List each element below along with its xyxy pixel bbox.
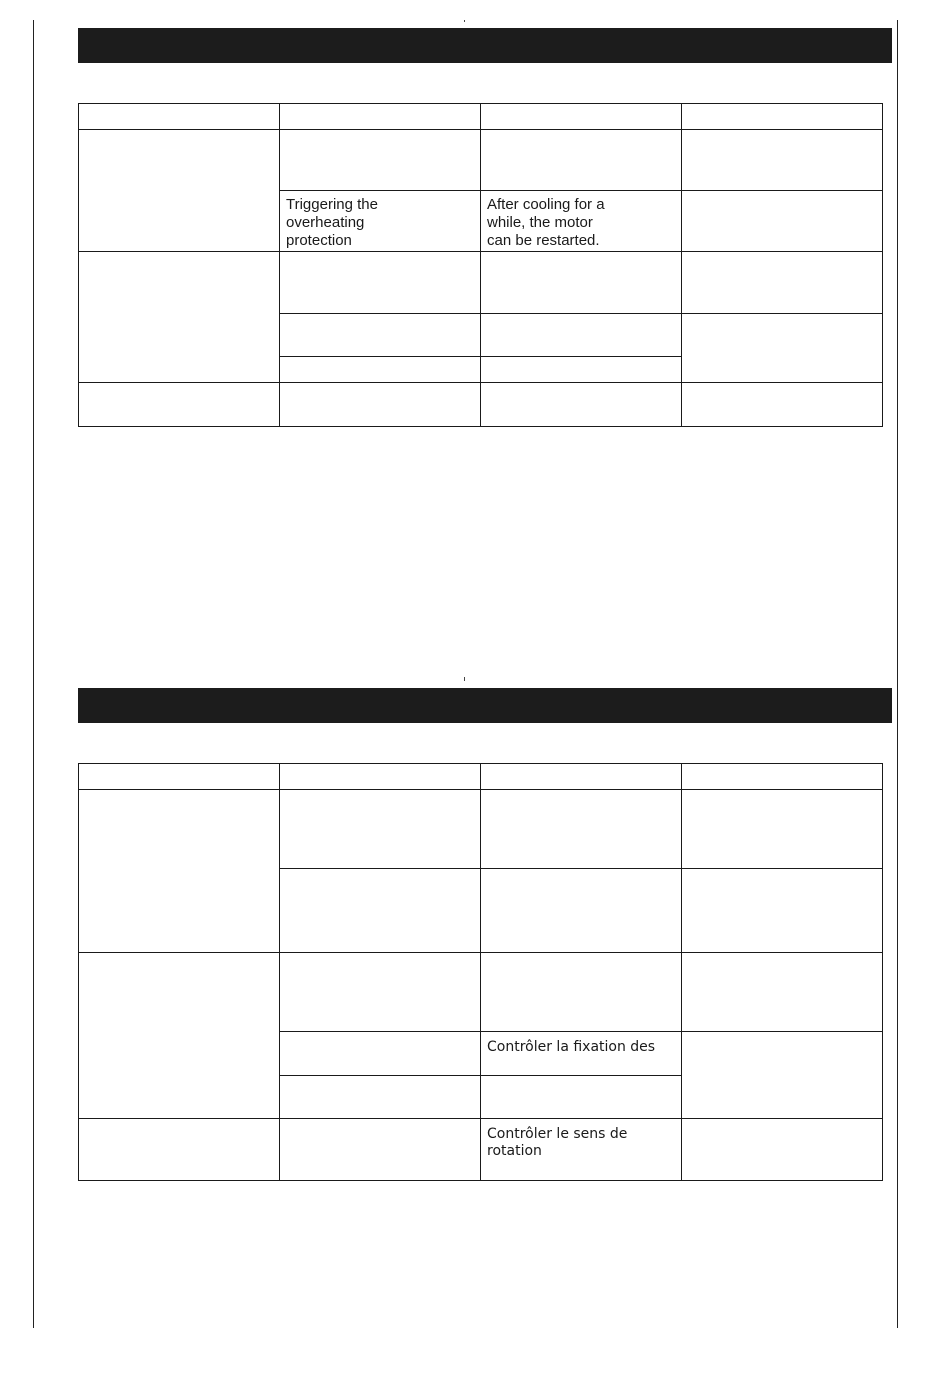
cause-text: Triggering the overheating protection (286, 196, 378, 249)
remedy-cell (481, 191, 682, 252)
table-header-row (79, 104, 883, 130)
cause-cell (280, 1076, 481, 1119)
crop-mark-middle (464, 677, 465, 681)
remedy-cell (481, 1119, 682, 1181)
table-row (79, 790, 883, 869)
note-cell (682, 1032, 883, 1119)
symptom-cell (79, 953, 280, 1119)
cause-cell (280, 1119, 481, 1181)
table-row (79, 383, 883, 427)
remedy-cell (481, 869, 682, 953)
cause-cell (280, 314, 481, 357)
note-cell (682, 383, 883, 427)
note-cell (682, 1119, 883, 1181)
cause-cell (280, 191, 481, 252)
remedy-cell (481, 314, 682, 357)
table-row (79, 130, 883, 191)
remedy-text: Contrôler le sens de rotation (487, 1126, 628, 1159)
cause-cell (280, 1032, 481, 1076)
table-header-row (79, 764, 883, 790)
right-margin-line (897, 20, 898, 1328)
section-header-bar-fr (78, 688, 892, 723)
troubleshooting-table-fr (78, 763, 883, 1181)
header-cell (682, 104, 883, 130)
header-cell (481, 764, 682, 790)
header-cell (79, 104, 280, 130)
remedy-cell (481, 383, 682, 427)
remedy-cell (481, 252, 682, 314)
header-cell (481, 104, 682, 130)
cause-cell (280, 130, 481, 191)
remedy-text: After cooling for a while, the motor can be restarted. (487, 196, 605, 249)
header-cell (280, 104, 481, 130)
left-margin-line (33, 20, 34, 1328)
note-cell (682, 191, 883, 252)
remedy-cell (481, 1032, 682, 1076)
header-cell (79, 764, 280, 790)
note-cell (682, 314, 883, 383)
header-cell (682, 764, 883, 790)
remedy-cell (481, 1076, 682, 1119)
crop-mark-top (464, 20, 465, 22)
remedy-cell (481, 790, 682, 869)
symptom-cell (79, 383, 280, 427)
note-cell (682, 869, 883, 953)
table-row (79, 252, 883, 314)
note-cell (682, 130, 883, 191)
cause-cell (280, 790, 481, 869)
table-row (79, 953, 883, 1032)
table-row (79, 1119, 883, 1181)
remedy-cell (481, 130, 682, 191)
header-cell (280, 764, 481, 790)
symptom-cell (79, 252, 280, 383)
note-cell (682, 953, 883, 1032)
cause-cell (280, 953, 481, 1032)
symptom-cell (79, 130, 280, 252)
cause-cell (280, 252, 481, 314)
cause-cell (280, 383, 481, 427)
troubleshooting-table-en (78, 103, 883, 427)
note-cell (682, 252, 883, 314)
cause-cell (280, 357, 481, 383)
note-cell (682, 790, 883, 869)
remedy-text: Contrôler la fixation des (487, 1039, 656, 1055)
remedy-cell (481, 357, 682, 383)
symptom-cell (79, 790, 280, 953)
cause-cell (280, 869, 481, 953)
remedy-cell (481, 953, 682, 1032)
section-header-bar-en (78, 28, 892, 63)
symptom-cell (79, 1119, 280, 1181)
